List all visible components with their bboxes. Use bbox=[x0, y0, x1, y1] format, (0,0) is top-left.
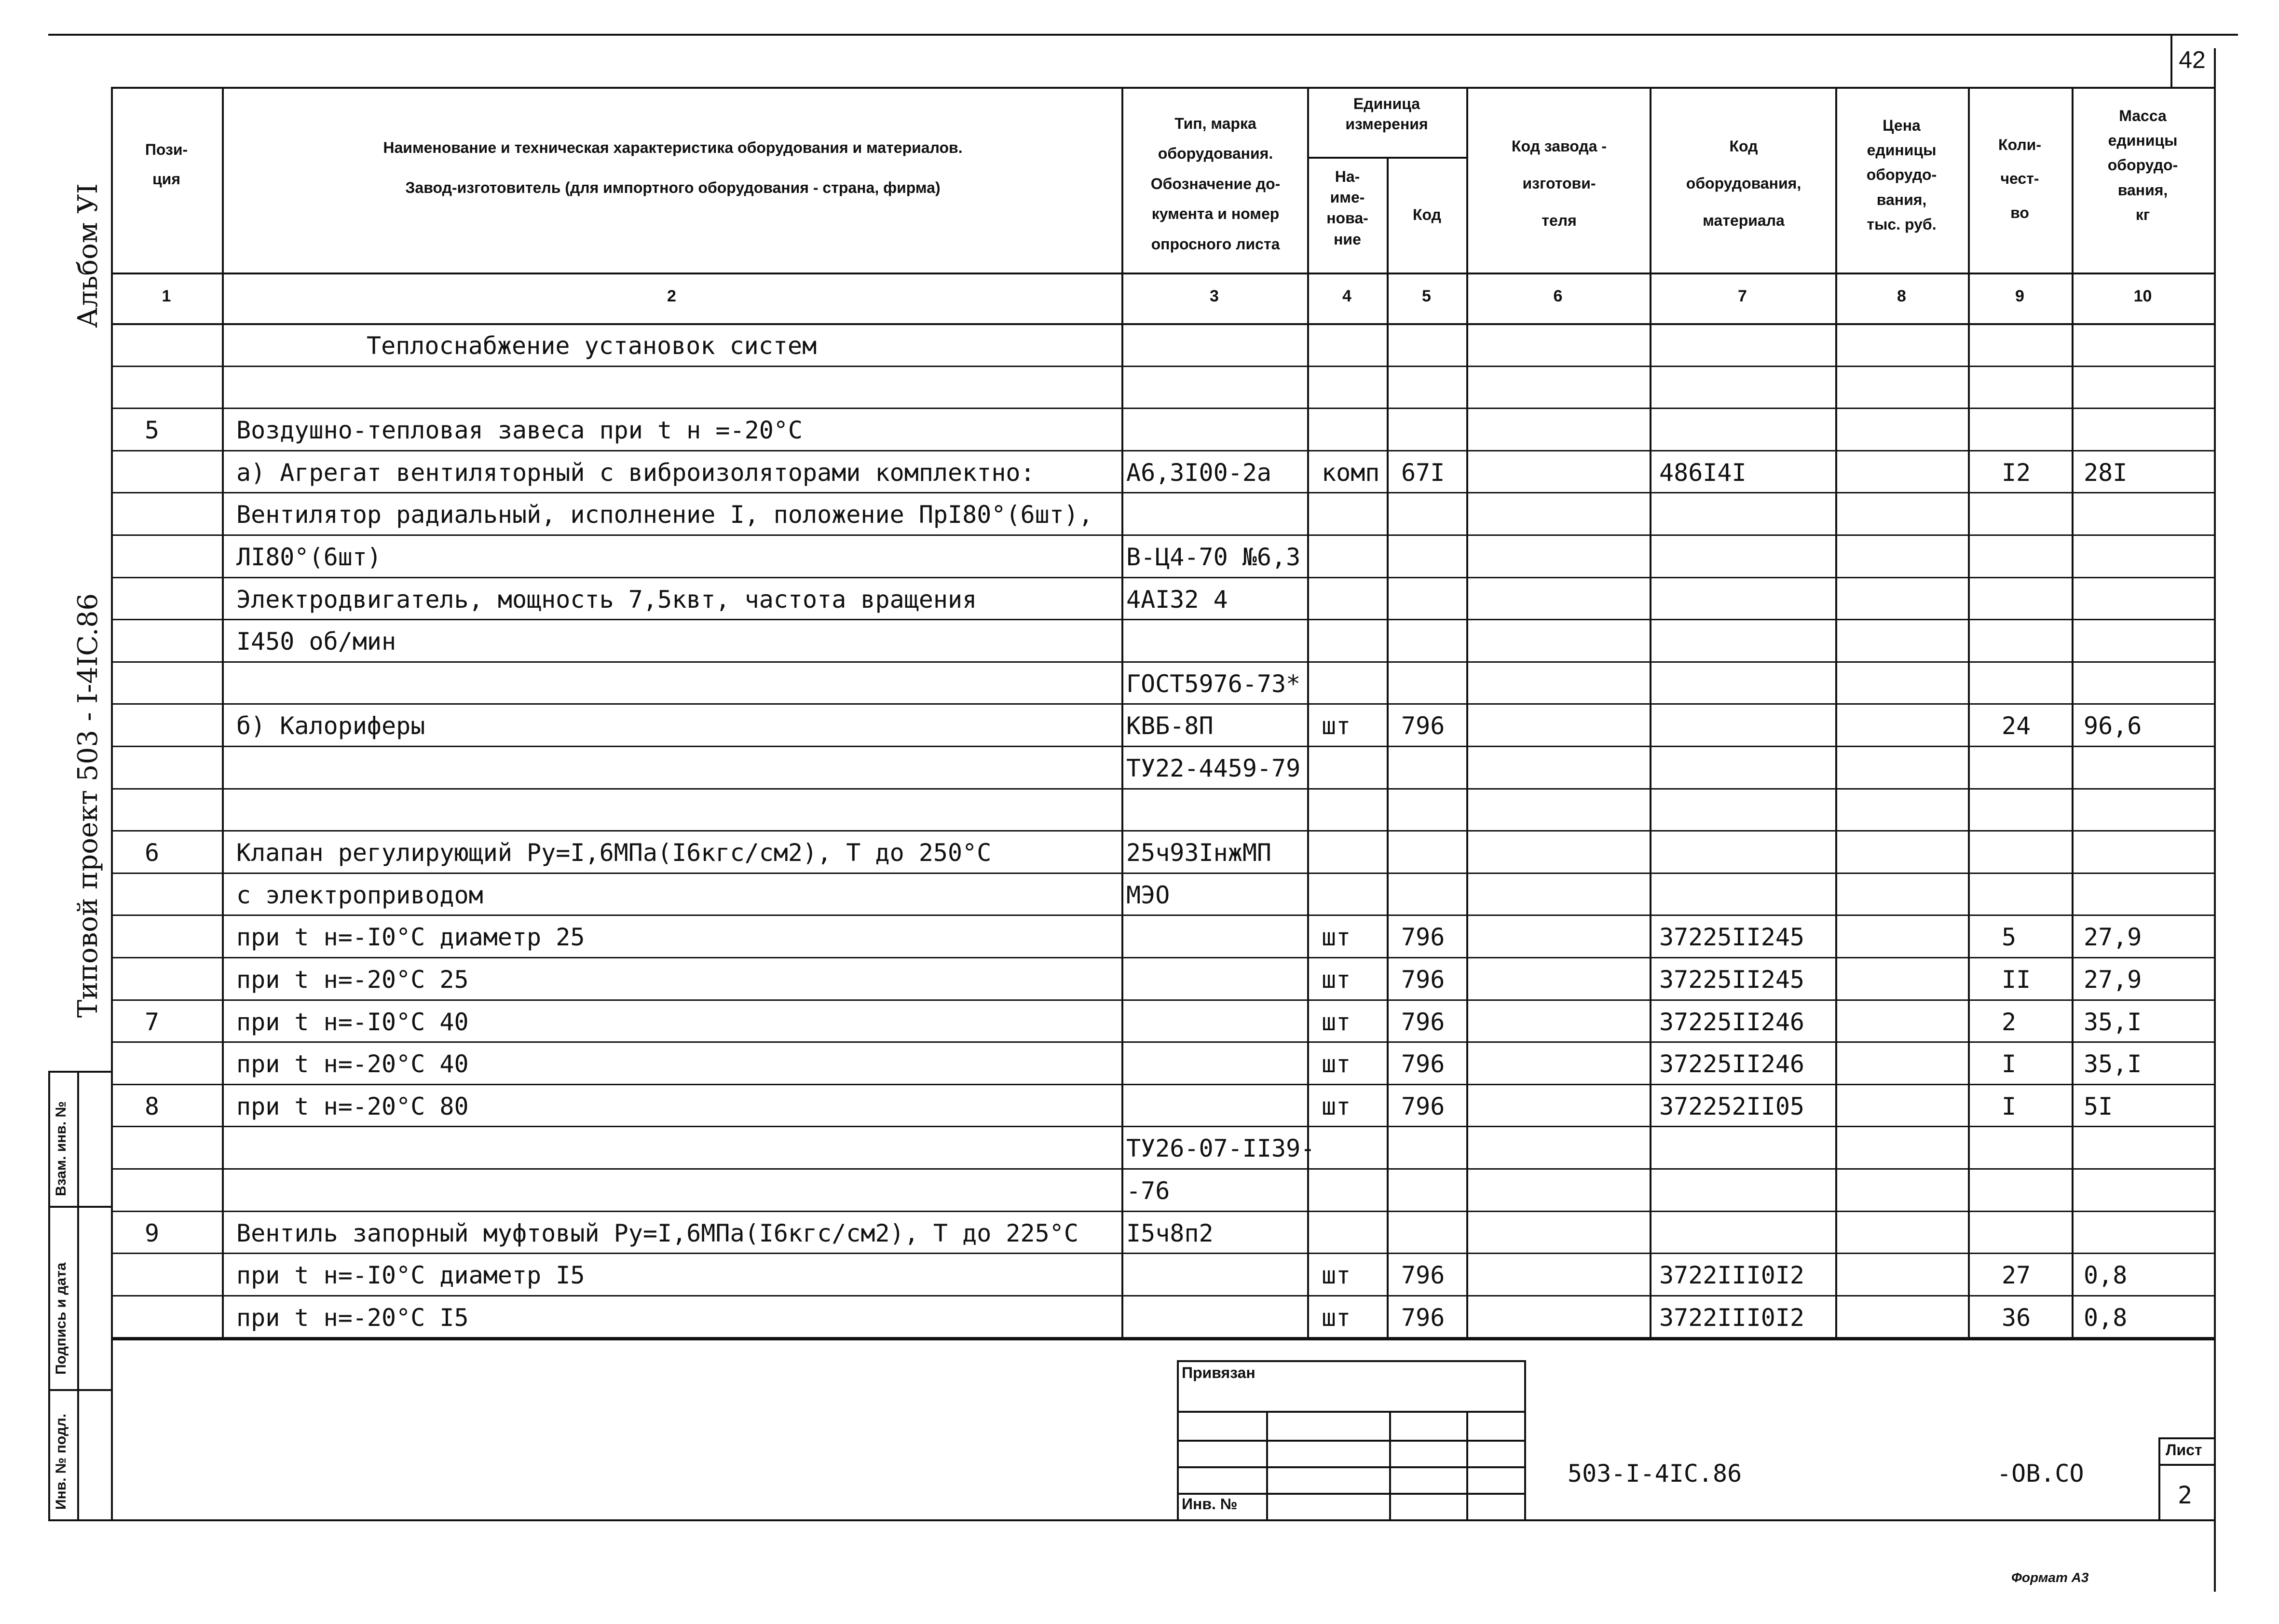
cell-unit-name: шт bbox=[1322, 1050, 1351, 1078]
row-separator bbox=[111, 830, 2214, 832]
list-number: 2 bbox=[2178, 1481, 2193, 1509]
col-line-5 bbox=[1466, 87, 1468, 1338]
cell-mass: 0,8 bbox=[2084, 1303, 2128, 1332]
cell-type-mark: А6,3I00-2а bbox=[1126, 458, 1272, 487]
project-label: Типовой проект 503 - I-4IC.86 bbox=[72, 593, 104, 1018]
row-separator bbox=[111, 1295, 2214, 1296]
column-number-10: 10 bbox=[2133, 287, 2152, 305]
list-box-left bbox=[2158, 1437, 2160, 1519]
header-equip-code: Код оборудования, материала bbox=[1686, 137, 1801, 229]
cell-type-mark: 4АI32 4 bbox=[1126, 585, 1228, 614]
row-separator bbox=[111, 619, 2214, 620]
cell-equipment-code: 3722III0I2 bbox=[1659, 1303, 1805, 1332]
col-line-4 bbox=[1387, 157, 1389, 1338]
cell-quantity: 5 bbox=[2002, 923, 2017, 952]
cell-name: Воздушно-тепловая завеса при t н =-20°С bbox=[236, 416, 803, 445]
header-type: Тип, марка оборудования. Обозначение до- кумента и номер опросного листа bbox=[1150, 115, 1281, 253]
cell-equipment-code: 37225II245 bbox=[1659, 923, 1805, 952]
cell-name: а) Агрегат вентиляторный с виброизоляторами комплектно: bbox=[236, 458, 1035, 487]
row-separator bbox=[111, 788, 2214, 790]
tb-top bbox=[1177, 1360, 1524, 1362]
col-line-7 bbox=[1835, 87, 1837, 1338]
row-separator bbox=[111, 1253, 2214, 1254]
cell-quantity: I bbox=[2002, 1092, 2017, 1120]
column-number-7: 7 bbox=[1738, 287, 1747, 305]
column-number-9: 9 bbox=[2015, 287, 2024, 305]
row-separator bbox=[111, 914, 2214, 916]
cell-equipment-code: 3722III0I2 bbox=[1659, 1261, 1805, 1290]
col-line-8 bbox=[1968, 87, 1970, 1338]
cell-name: Клапан регулирующий Ру=I,6МПа(I6кгс/см2), Т до 250°С bbox=[236, 839, 992, 867]
tb-right-small bbox=[1524, 1360, 1526, 1519]
cell-equipment-code: 486I4I bbox=[1659, 458, 1747, 487]
row-separator bbox=[111, 366, 2214, 367]
header-name: Наименование и техническая характеристика оборудования и материалов. Завод-изготовитель (для импортного оборудования - страна, фирма) bbox=[383, 139, 963, 197]
col-line-2 bbox=[1121, 87, 1123, 1338]
page-number: 42 bbox=[2179, 46, 2206, 73]
inv-podl-label: Инв. № подл. bbox=[53, 1413, 69, 1510]
cell-quantity: 36 bbox=[2002, 1303, 2031, 1332]
top-border bbox=[48, 34, 2238, 36]
cell-equipment-code: 37225II245 bbox=[1659, 966, 1805, 994]
cell-name: Вентилятор радиальный, исполнение I, положение ПрI80°(6шт), bbox=[236, 501, 1093, 529]
cell-position: 9 bbox=[145, 1219, 160, 1247]
cell-name: при t н=-20°С 25 bbox=[236, 966, 469, 994]
row-separator bbox=[111, 746, 2214, 747]
header-quantity: Коли- чест- во bbox=[1998, 136, 2041, 221]
header-unit-code: Код bbox=[1413, 206, 1441, 223]
cell-mass: 35,I bbox=[2084, 1050, 2142, 1078]
cell-unit-name: шт bbox=[1322, 923, 1351, 952]
cell-unit-code: 796 bbox=[1401, 1092, 1445, 1120]
cell-quantity: I bbox=[2002, 1050, 2017, 1078]
cell-unit-code: 796 bbox=[1401, 966, 1445, 994]
header-price: Цена единицы оборудо- вания, тыс. руб. bbox=[1866, 117, 1937, 233]
cell-unit-code: 796 bbox=[1401, 1050, 1445, 1078]
row-separator bbox=[111, 1168, 2214, 1170]
cell-name: при t н=-20°С 40 bbox=[236, 1050, 469, 1078]
cell-type-mark: КВБ-8П bbox=[1126, 712, 1214, 740]
cell-name: при t н=-I0°С диаметр I5 bbox=[236, 1261, 585, 1290]
document-suffix: -ОВ.СО bbox=[1997, 1460, 2084, 1488]
header-unit: Единица измерения bbox=[1345, 95, 1428, 133]
table-bottom-line bbox=[111, 1338, 2214, 1340]
cell-mass: 0,8 bbox=[2084, 1261, 2128, 1290]
stamp-divider-1 bbox=[48, 1206, 111, 1208]
stamp-strip-left bbox=[48, 1071, 50, 1519]
cell-type-mark: I5ч8п2 bbox=[1126, 1219, 1214, 1247]
row-separator bbox=[111, 492, 2214, 493]
column-number-6: 6 bbox=[1553, 287, 1563, 305]
cell-equipment-code: 37225II246 bbox=[1659, 1008, 1805, 1036]
inv-no-label: Инв. № bbox=[1182, 1495, 1238, 1513]
album-label: Альбом УI bbox=[72, 183, 104, 328]
header-unit-name: На- име- нова- ние bbox=[1326, 168, 1368, 248]
cell-name: I450 об/мин bbox=[236, 628, 396, 656]
column-number-4: 4 bbox=[1342, 287, 1351, 305]
list-box-mid bbox=[2158, 1464, 2214, 1466]
column-number-1: 1 bbox=[162, 287, 171, 305]
header-position: Пози- ция bbox=[145, 141, 188, 188]
cell-type-mark: ТУ22-4459-79 bbox=[1126, 754, 1301, 782]
frame-bottom bbox=[111, 1519, 2214, 1521]
cell-unit-name: шт bbox=[1322, 1261, 1351, 1290]
cell-type-mark: ГОСТ5976-73* bbox=[1126, 669, 1301, 698]
list-box-top bbox=[2158, 1437, 2214, 1439]
privyazan-label: Привязан bbox=[1182, 1364, 1255, 1381]
vzam-inv-label: Взам. инв. № bbox=[53, 1101, 69, 1196]
cell-name: Электродвигатель, мощность 7,5квт, частота вращения bbox=[236, 585, 977, 614]
cell-quantity: 24 bbox=[2002, 712, 2031, 740]
stamp-divider-2 bbox=[48, 1389, 111, 1391]
cell-type-mark: В-Ц4-70 №6,3 bbox=[1126, 543, 1301, 571]
cell-unit-name: шт bbox=[1322, 1303, 1351, 1332]
cell-mass: 35,I bbox=[2084, 1008, 2142, 1036]
header-bottom-line bbox=[111, 273, 2214, 274]
cell-unit-code: 796 bbox=[1401, 923, 1445, 952]
unit-subheader-line bbox=[1307, 157, 1466, 159]
cell-mass: 28I bbox=[2084, 458, 2128, 487]
cell-unit-code: 796 bbox=[1401, 1303, 1445, 1332]
frame-right bbox=[2214, 48, 2216, 1592]
row-separator bbox=[111, 408, 2214, 409]
cell-type-mark: МЭО bbox=[1126, 881, 1170, 909]
cell-quantity: II bbox=[2002, 966, 2031, 994]
list-label: Лист bbox=[2166, 1441, 2202, 1459]
cell-type-mark: ТУ26-07-II39- bbox=[1126, 1134, 1315, 1163]
tb-v3 bbox=[1466, 1411, 1468, 1519]
row-separator bbox=[111, 1211, 2214, 1212]
row-separator bbox=[111, 703, 2214, 705]
stamp-strip-top bbox=[48, 1071, 111, 1073]
cell-mass: 5I bbox=[2084, 1092, 2113, 1120]
cell-unit-code: 796 bbox=[1401, 1008, 1445, 1036]
cell-unit-name: шт bbox=[1322, 1092, 1351, 1120]
tb-line-3 bbox=[1177, 1466, 1524, 1468]
cell-equipment-code: 37225II246 bbox=[1659, 1050, 1805, 1078]
col-line-6 bbox=[1650, 87, 1651, 1338]
cell-unit-name: шт bbox=[1322, 712, 1351, 740]
row-separator bbox=[111, 661, 2214, 663]
tb-line-4 bbox=[1177, 1493, 1524, 1495]
column-number-5: 5 bbox=[1422, 287, 1431, 305]
header-factory-code: Код завода - изготови- теля bbox=[1511, 137, 1607, 229]
podpis-data-label: Подпись и дата bbox=[53, 1262, 69, 1375]
col-line-1 bbox=[222, 87, 224, 1338]
document-designation: 503-I-4IC.86 bbox=[1568, 1460, 1742, 1488]
col-line-9 bbox=[2072, 87, 2074, 1338]
cell-name: Теплоснабжение установок систем bbox=[367, 332, 817, 360]
row-separator bbox=[111, 999, 2214, 1001]
cell-mass: 27,9 bbox=[2084, 966, 2142, 994]
cell-position: 6 bbox=[145, 839, 160, 867]
header-mass: Масса единицы оборудо- вания, кг bbox=[2107, 107, 2178, 223]
row-separator bbox=[111, 577, 2214, 578]
cell-position: 8 bbox=[145, 1092, 160, 1120]
cell-unit-code: 67I bbox=[1401, 458, 1445, 487]
stamp-strip-mid bbox=[77, 1071, 79, 1519]
cell-name: с электроприводом bbox=[236, 881, 483, 909]
cell-unit-name: шт bbox=[1322, 966, 1351, 994]
column-number-8: 8 bbox=[1897, 287, 1906, 305]
cell-type-mark: 25ч93IнжМП bbox=[1126, 839, 1272, 867]
cell-unit-code: 796 bbox=[1401, 712, 1445, 740]
cell-quantity: 2 bbox=[2002, 1008, 2017, 1036]
cell-name: б) Калориферы bbox=[236, 712, 425, 740]
tb-line-1 bbox=[1177, 1411, 1524, 1413]
column-number-2: 2 bbox=[667, 287, 676, 305]
cell-mass: 96,6 bbox=[2084, 712, 2142, 740]
frame-top bbox=[111, 87, 2214, 89]
row-separator bbox=[111, 450, 2214, 451]
cell-type-mark: -76 bbox=[1126, 1177, 1170, 1205]
cell-equipment-code: 372252II05 bbox=[1659, 1092, 1805, 1120]
colnum-bottom-line bbox=[111, 323, 2214, 325]
row-separator bbox=[111, 873, 2214, 874]
row-separator bbox=[111, 957, 2214, 958]
tb-line-2 bbox=[1177, 1440, 1524, 1442]
tb-v2 bbox=[1389, 1411, 1391, 1519]
cell-name: при t н=-20°С I5 bbox=[236, 1303, 469, 1332]
cell-position: 7 bbox=[145, 1008, 160, 1036]
format-label: Формат А3 bbox=[2011, 1570, 2089, 1585]
cell-name: Вентиль запорный муфтовый Ру=I,6МПа(I6кгс/см2), Т до 225°С bbox=[236, 1219, 1078, 1247]
column-number-3: 3 bbox=[1210, 287, 1219, 305]
cell-mass: 27,9 bbox=[2084, 923, 2142, 952]
stamp-strip-bottom bbox=[48, 1519, 111, 1521]
cell-unit-code: 796 bbox=[1401, 1261, 1445, 1290]
cell-name: при t н=-20°С 80 bbox=[236, 1092, 469, 1120]
cell-position: 5 bbox=[145, 416, 160, 445]
tb-v1 bbox=[1266, 1411, 1268, 1519]
row-separator bbox=[111, 1126, 2214, 1127]
cell-name: ЛI80°(6шт) bbox=[236, 543, 382, 571]
cell-name: при t н=-I0°С диаметр 25 bbox=[236, 923, 585, 952]
cell-unit-name: шт bbox=[1322, 1008, 1351, 1036]
row-separator bbox=[111, 1084, 2214, 1085]
cell-quantity: I2 bbox=[2002, 458, 2031, 487]
row-separator bbox=[111, 534, 2214, 536]
cell-quantity: 27 bbox=[2002, 1261, 2031, 1290]
cell-name: при t н=-I0°С 40 bbox=[236, 1008, 469, 1036]
cell-unit-name: комп bbox=[1322, 458, 1380, 487]
row-separator bbox=[111, 1041, 2214, 1043]
